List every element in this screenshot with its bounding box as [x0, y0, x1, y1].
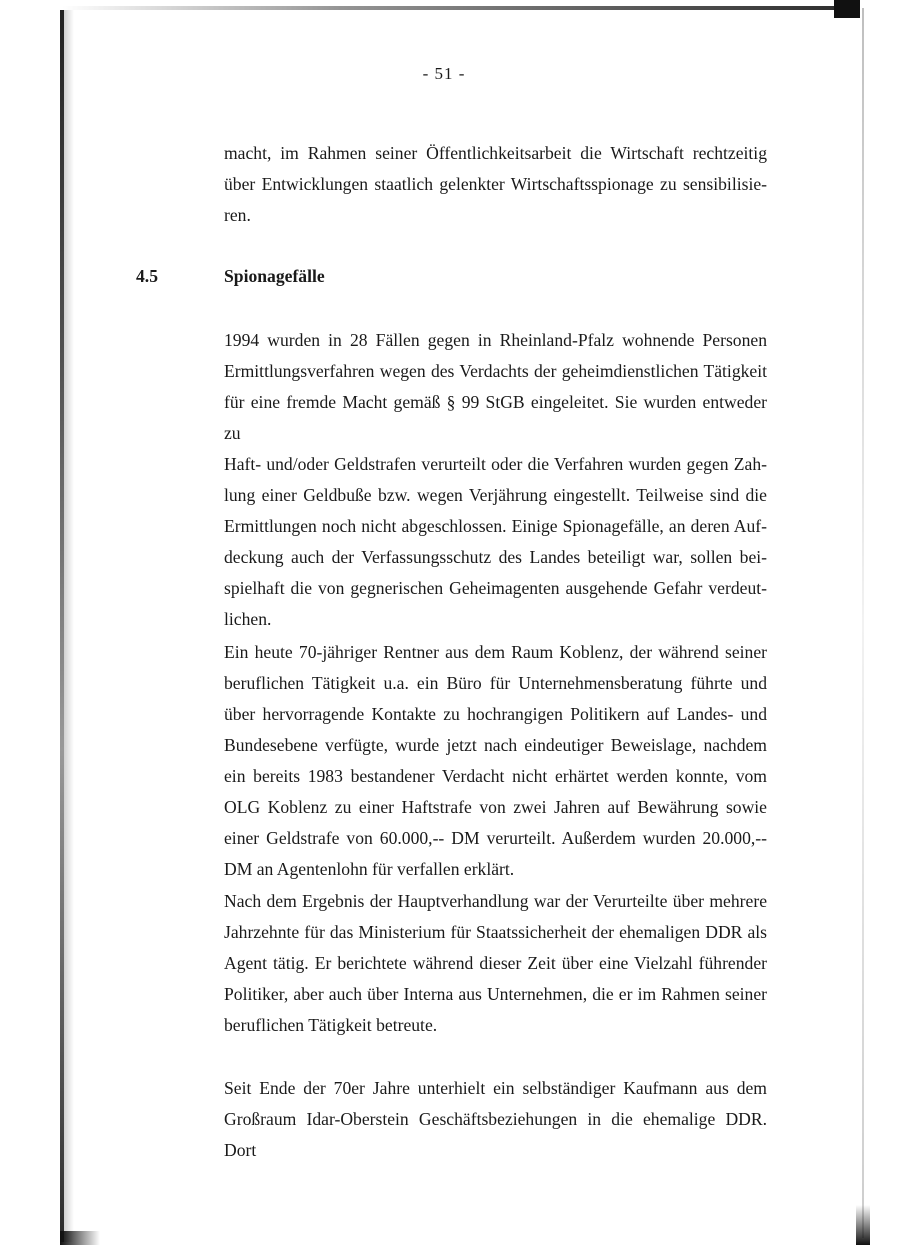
text-line: über hervorragende Kontakte zu hochrangigen Politikern auf Landes- und: [224, 704, 767, 724]
text-line: Bundesebene verfügte, wurde jetzt nach eindeutiger Beweislage, nachdem: [224, 735, 767, 755]
paragraph-overview: [224, 325, 767, 635]
text-line: lichen.: [224, 609, 272, 629]
text-line: 1994 wurden in 28 Fällen gegen in Rheinland-Pfalz wohnende Personen: [224, 330, 767, 350]
text-line: Nach dem Ergebnis der Hauptverhandlung war der Verurteilte über mehrere: [224, 891, 767, 911]
page-number: - 51 -: [422, 64, 466, 83]
text-line: Agent tätig. Er berichtete während dieser Zeit über eine Vielzahl führender: [224, 953, 767, 973]
paragraph-case-idar-oberstein: [224, 1073, 767, 1166]
text-line: OLG Koblenz zu einer Haftstrafe von zwei Jahren auf Bewährung sowie: [224, 797, 767, 817]
paragraph-case-koblenz: [224, 637, 767, 885]
text-line: spielhaft die von gegnerischen Geheimagenten ausgehende Gefahr verdeut-: [224, 578, 767, 598]
text-line: Großraum Idar-Oberstein Geschäftsbeziehungen in die ehemalige DDR. Dort: [224, 1109, 767, 1160]
scan-top-edge: [62, 6, 860, 10]
scan-bottom-shadow: [60, 1231, 100, 1245]
scan-left-shadow: [64, 10, 74, 1242]
text-line: Jahrzehnte für das Ministerium für Staatssicherheit der ehemaligen DDR als: [224, 922, 767, 942]
text-line: Ein heute 70-jähriger Rentner aus dem Raum Koblenz, der während seiner: [224, 642, 767, 662]
text-line: Ermittlungen noch nicht abgeschlossen. Einige Spionagefälle, an deren Auf-: [224, 516, 767, 536]
text-line: ren.: [224, 205, 251, 225]
text-line: Seit Ende der 70er Jahre unterhielt ein selbständiger Kaufmann aus dem: [224, 1078, 767, 1098]
text-line: einer Geldstrafe von 60.000,-- DM verurteilt. Außerdem wurden 20.000,--: [224, 828, 767, 848]
scan-right-edge: [862, 8, 864, 1238]
text-line: beruflichen Tätigkeit u.a. ein Büro für Unternehmensberatung führte und: [224, 673, 767, 693]
paragraph-case-koblenz-result: [224, 886, 767, 1041]
scan-corner-shadow: [834, 0, 860, 18]
text-line: über Entwicklungen staatlich gelenkter Wirtschaftsspionage zu sensibilisie-: [224, 174, 767, 194]
text-line: beruflichen Tätigkeit betreute.: [224, 1015, 438, 1035]
section-title: Spionagefälle: [224, 266, 325, 286]
scan-bottom-right-shadow: [856, 1205, 870, 1245]
text-line: lung einer Geldbuße bzw. wegen Verjährung eingestellt. Teilweise sind die: [224, 485, 767, 505]
paragraph-intro-continuation: [224, 138, 767, 231]
text-line: Politiker, aber auch über Interna aus Unternehmen, die er im Rahmen seiner: [224, 984, 767, 1004]
text-line: Ermittlungsverfahren wegen des Verdachts der geheimdienstlichen Tätigkeit: [224, 361, 767, 381]
text-line: DM an Agentenlohn für verfallen erklärt.: [224, 859, 515, 879]
text-line: ein bereits 1983 bestandener Verdacht nicht erhärtet werden konnte, vom: [224, 766, 767, 786]
text-line: Haft- und/oder Geldstrafen verurteilt oder die Verfahren wurden gegen Zah-: [224, 454, 767, 474]
section-number: 4.5: [136, 266, 158, 286]
text-line: macht, im Rahmen seiner Öffentlichkeitsarbeit die Wirtschaft rechtzeitig: [224, 143, 767, 163]
text-line: deckung auch der Verfassungsschutz des Landes beteiligt war, sollen bei-: [224, 547, 767, 567]
text-line: für eine fremde Macht gemäß § 99 StGB eingeleitet. Sie wurden entweder zu: [224, 392, 767, 443]
